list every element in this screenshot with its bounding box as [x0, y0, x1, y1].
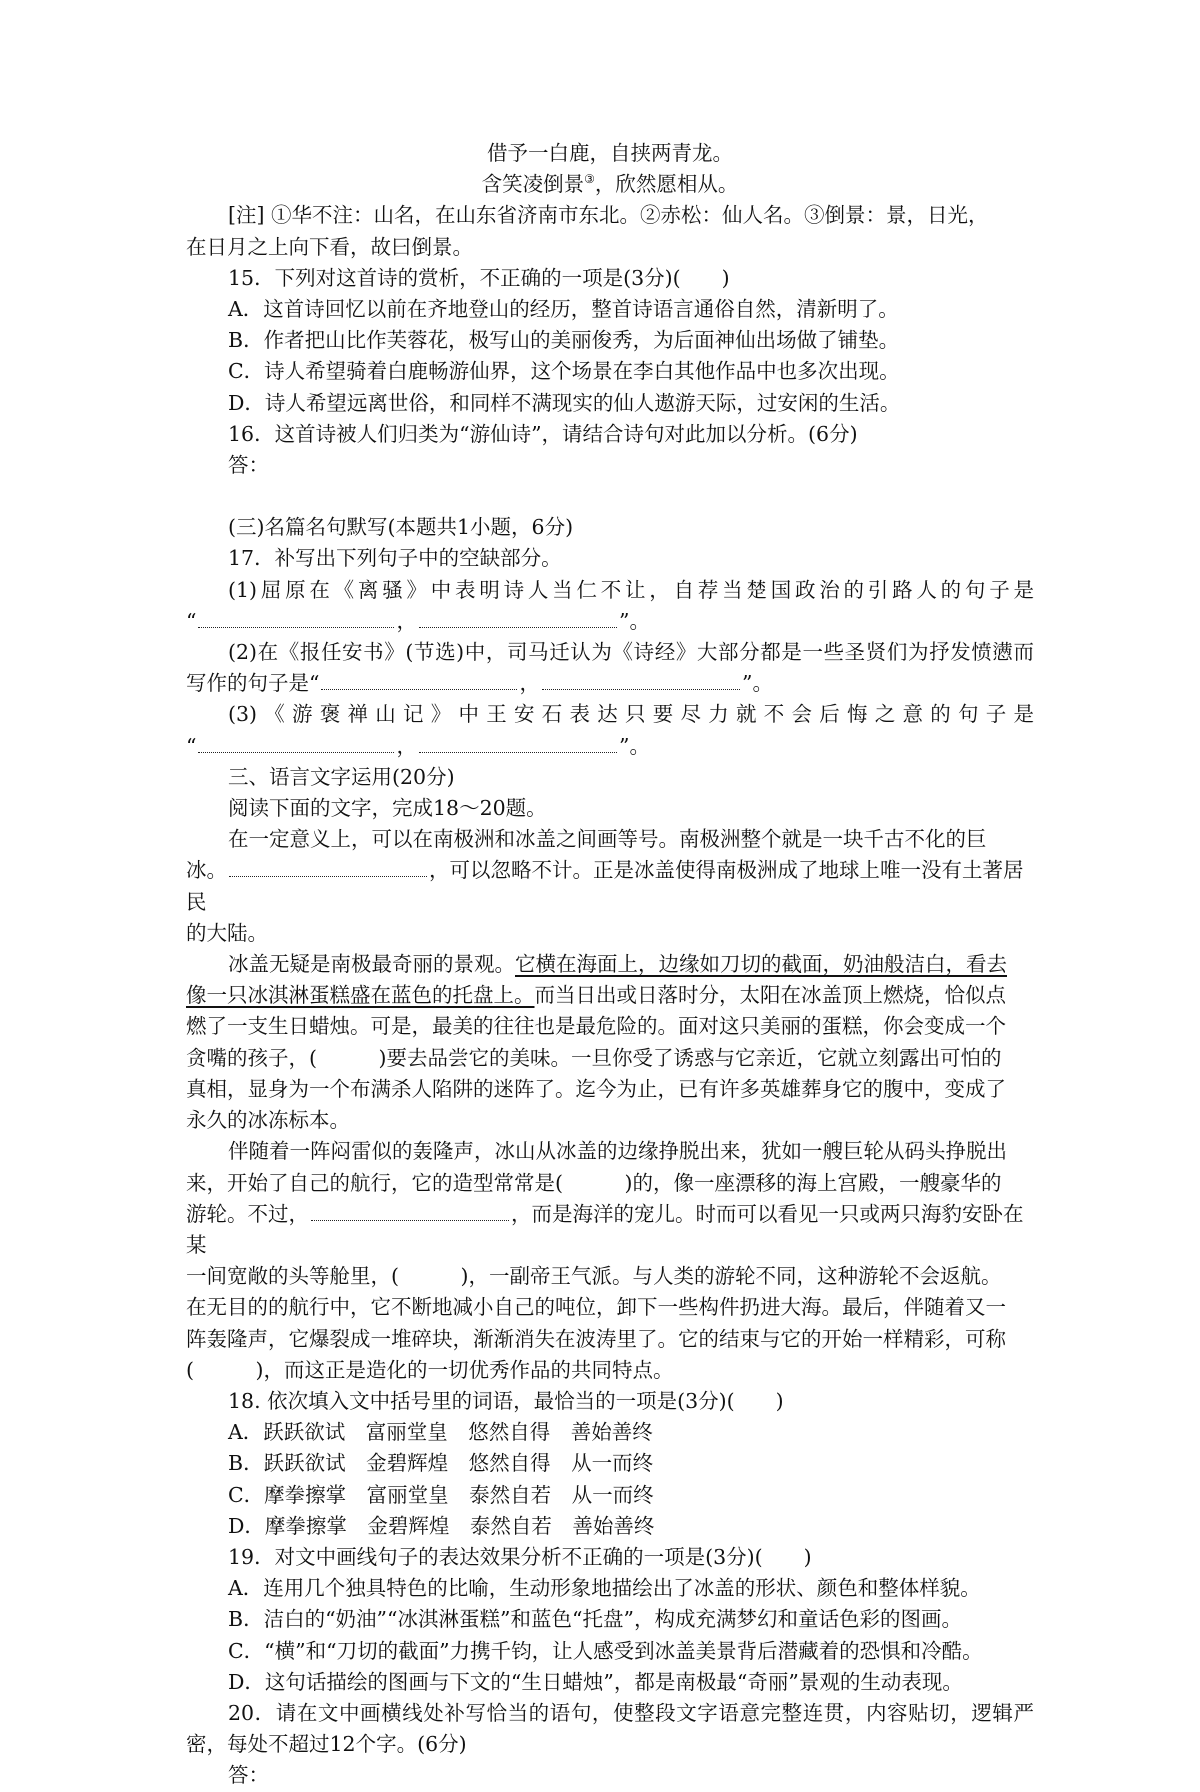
reading-paragraph-2-line-5: 真相，显身为一个布满杀人陷阱的迷阵了。迄今为止，已有许多英雄葬身它的腹中，变成了 — [186, 1076, 1006, 1101]
page-content — [186, 138, 1034, 1792]
reading-paragraph-3-line-4: 一间宽敞的头等舱里，( )，一副帝王气派。与人类的游轮不同，这种游轮不会返航。 — [186, 1264, 1002, 1289]
underlined-sentence: 它横在海面上，边缘如刀切的截面，奶油般洁白，看去 — [515, 952, 1007, 977]
part-3-heading: 三、语言文字运用(20分) — [228, 764, 455, 789]
question-19-option-d[interactable]: D．这句话描绘的图画与下文的“生日蜡烛”，都是南极最“奇丽”景观的生动表现。 — [228, 1669, 963, 1694]
poem-line-2: 含笑凌倒景③，欣然愿相从。 — [481, 172, 739, 197]
fill-blank[interactable] — [419, 732, 617, 753]
fill-blank[interactable] — [311, 1200, 509, 1221]
question-16-stem: 16．这首诗被人们归类为“游仙诗”，请结合诗句对此加以分析。(6分) — [228, 421, 858, 446]
fill-blank[interactable] — [542, 669, 740, 690]
fill-blank[interactable] — [198, 607, 394, 628]
reading-paragraph-2-line-4: 贪嘴的孩子，( )要去品尝它的美味。一旦你受了诱惑与它亲近，它就立刻露出可怕的 — [186, 1045, 1002, 1070]
question-17-stem: 17．补写出下列句子中的空缺部分。 — [228, 546, 562, 571]
question-15-option-c[interactable]: C．诗人希望骑着白鹿畅游仙界，这个场景在李白其他作品中也多次出现。 — [228, 359, 900, 384]
reading-intro: 阅读下面的文字，完成18～20题。 — [228, 796, 547, 821]
reading-paragraph-2-line-3: 燃了一支生日蜡烛。可是，最美的往往也是最危险的。面对这只美丽的蛋糕，你会变成一个 — [186, 1014, 1006, 1039]
reading-paragraph-3-line-3: 游轮。不过， ，而是海洋的宠儿。时而可以看见一只或两只海豹安卧在某 — [186, 1201, 1024, 1257]
question-17-part-3-blanks: “ ， ”。 — [186, 733, 650, 758]
question-15-option-b[interactable]: B．作者把山比作芙蓉花，极写山的美丽俊秀，为后面神仙出场做了铺垫。 — [228, 328, 900, 353]
question-20-answer-label: 答： — [228, 1763, 269, 1788]
reading-paragraph-3-line-6: 阵轰隆声，它爆裂成一堆碎块，渐渐消失在波涛里了。它的结束与它的开始一样精彩，可称 — [186, 1326, 1006, 1351]
reading-paragraph-3-line-2: 来，开始了自己的航行，它的造型常常是( )的，像一座漂移的海上宫殿，一艘豪华的 — [186, 1170, 1002, 1195]
question-16-answer-label: 答： — [228, 453, 269, 478]
question-19-option-b[interactable]: B．洁白的“奶油”“冰淇淋蛋糕”和蓝色“托盘”，构成充满梦幻和童话色彩的图画。 — [228, 1607, 962, 1632]
reading-paragraph-2-line-2: 像一只冰淇淋蛋糕盛在蓝色的托盘上。而当日出或日落时分，太阳在冰盖顶上燃烧，恰似点 — [186, 983, 1006, 1008]
question-18-option-d[interactable]: D．摩拳擦掌 金碧辉煌 泰然自若 善始善终 — [228, 1513, 655, 1538]
question-17-part-3: (3)《游褒禅山记》中王安石表达只要尽力就不会后悔之意的句子是 — [228, 702, 1034, 727]
poem-note-cont: 在日月之上向下看，故曰倒景。 — [186, 234, 473, 259]
reading-paragraph-3-line-5: 在无目的的航行中，它不断地减小自己的吨位，卸下一些构件扔进大海。最后，伴随着又一 — [186, 1295, 1006, 1320]
underlined-sentence-cont: 像一只冰淇淋蛋糕盛在蓝色的托盘上。 — [186, 983, 535, 1008]
poem-note: [注] ①华不注：山名，在山东省济南市东北。②赤松：仙人名。③倒景：景，日光， — [228, 203, 989, 228]
question-18-stem: 18. 依次填入文中括号里的词语，最恰当的一项是(3分)( ) — [228, 1388, 784, 1413]
question-17-part-2-blanks: 写作的句子是“ ， ”。 — [186, 671, 773, 696]
fill-blank[interactable] — [419, 607, 617, 628]
question-18-option-a[interactable]: A．跃跃欲试 富丽堂皇 悠然自得 善始善终 — [228, 1420, 653, 1445]
reading-paragraph-3: 伴随着一阵闷雷似的轰隆声，冰山从冰盖的边缘挣脱出来，犹如一艘巨轮从码头挣脱出 — [228, 1139, 1007, 1164]
question-20-stem-cont: 密，每处不超过12个字。(6分) — [186, 1732, 467, 1757]
reading-paragraph-2: 冰盖无疑是南极最奇丽的景观。它横在海面上，边缘如刀切的截面，奶油般洁白，看去 — [228, 952, 1007, 977]
reading-paragraph-3-line-7: ( )，而这正是造化的一切优秀作品的共同特点。 — [186, 1357, 674, 1382]
section-3-heading: (三)名篇名句默写(本题共1小题，6分) — [228, 515, 574, 540]
question-20-stem: 20．请在文中画横线处补写恰当的语句，使整段文字语意完整连贯，内容贴切，逻辑严 — [228, 1700, 1034, 1725]
reading-paragraph-1-line-3: 的大陆。 — [186, 920, 268, 945]
reading-paragraph-1-line-2: 冰。 ，可以忽略不计。正是冰盖使得南极洲成了地球上唯一没有土著居民 — [186, 858, 1024, 914]
question-18-option-c[interactable]: C．摩拳擦掌 富丽堂皇 泰然自若 从一而终 — [228, 1482, 654, 1507]
fill-blank[interactable] — [229, 856, 427, 877]
question-19-stem: 19．对文中画线句子的表达效果分析不正确的一项是(3分)( ) — [228, 1544, 812, 1569]
footnote-marker: ③ — [584, 172, 595, 187]
reading-paragraph-2-line-6: 永久的冰冻标本。 — [186, 1108, 350, 1133]
question-15-option-a[interactable]: A．这首诗回忆以前在齐地登山的经历，整首诗语言通俗自然，清新明了。 — [228, 297, 899, 322]
fill-blank[interactable] — [321, 669, 517, 690]
question-18-option-b[interactable]: B．跃跃欲试 金碧辉煌 悠然自得 从一而终 — [228, 1451, 654, 1476]
question-15-option-d[interactable]: D．诗人希望远离世俗，和同样不满现实的仙人遨游天际，过安闲的生活。 — [228, 390, 901, 415]
question-17-part-1: (1)屈原在《离骚》中表明诗人当仁不让，自荐当楚国政治的引路人的句子是 — [228, 577, 1034, 602]
question-17-part-2: (2)在《报任安书》(节选)中，司马迁认为《诗经》大部分都是一些圣贤们为抒发愤懑而 — [228, 640, 1034, 665]
reading-paragraph-1: 在一定意义上，可以在南极洲和冰盖之间画等号。南极洲整个就是一块千古不化的巨 — [228, 827, 987, 852]
note-label: [注] — [228, 203, 265, 228]
poem-line-1: 借予一白鹿，自挟两青龙。 — [487, 141, 733, 165]
question-15-stem: 15．下列对这首诗的赏析，不正确的一项是(3分)( ) — [228, 265, 730, 290]
question-19-option-a[interactable]: A．连用几个独具特色的比喻，生动形象地描绘出了冰盖的形状、颜色和整体样貌。 — [228, 1576, 981, 1601]
question-17-part-1-blanks: “ ， ”。 — [186, 608, 650, 633]
question-19-option-c[interactable]: C．“横”和“刀切的截面”力携千钧，让人感受到冰盖美景背后潜藏着的恐惧和冷酷。 — [228, 1638, 983, 1663]
fill-blank[interactable] — [198, 732, 394, 753]
